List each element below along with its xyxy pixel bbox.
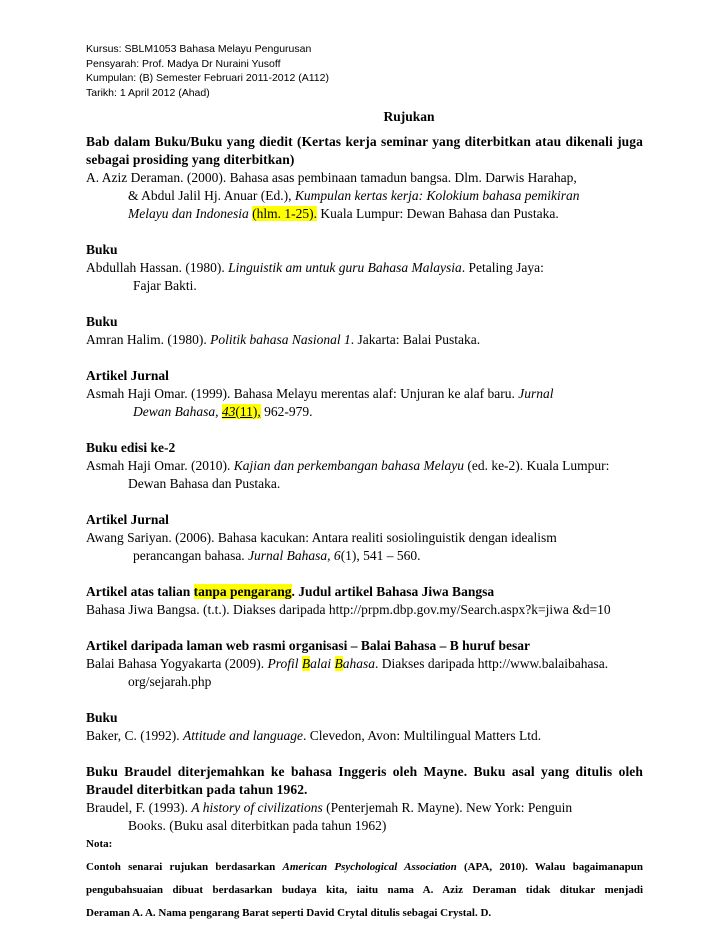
citation-title: A history of civilizations	[191, 800, 323, 815]
citation-text: . Petaling Jaya:	[461, 260, 544, 275]
citation-line: Books. (Buku asal diterbitkan pada tahun 1962)	[128, 818, 387, 833]
citation-text: Amran Halim. (1980).	[86, 332, 211, 347]
citation-line	[86, 457, 643, 475]
highlighted-capital: B	[301, 656, 311, 671]
note-emphasis: American Psychological Association	[282, 861, 457, 873]
citation-text: Asmah Haji Omar. (2010).	[86, 458, 234, 473]
reference-entry	[86, 241, 643, 295]
citation-title: Profil	[267, 656, 302, 671]
citation-text: Abdullah Hassan. (1980).	[86, 260, 229, 275]
document-header	[86, 42, 329, 100]
citation-line	[86, 331, 643, 349]
reference-entry	[86, 133, 643, 223]
citation-line	[86, 259, 643, 277]
entry-heading: Buku	[86, 242, 118, 257]
reference-entry	[86, 313, 643, 349]
reference-entry	[86, 583, 643, 619]
citation-text: (Penterjemah R. Mayne). New York: Penguin	[322, 800, 573, 815]
heading-text: . Judul artikel Bahasa Jiwa Bangsa	[291, 584, 495, 599]
heading-text: Artikel atas talian	[86, 584, 194, 599]
reference-entry	[86, 511, 643, 565]
citation-line	[86, 799, 643, 817]
citation-title: alai	[310, 656, 335, 671]
date-line: Tarikh: 1 April 2012 (Ahad)	[86, 86, 210, 99]
citation-line	[86, 187, 643, 205]
citation-line: org/sejarah.php	[128, 674, 212, 689]
citation-title: Jurnal Bahasa, 6	[248, 548, 341, 563]
citation-text: Baker, C. (1992).	[86, 728, 183, 743]
reference-entry	[86, 763, 643, 835]
highlighted-pages: (hlm. 1-25).	[252, 206, 317, 221]
entry-heading: Buku edisi ke-2	[86, 440, 176, 455]
citation-line	[86, 727, 643, 745]
highlighted-heading-text: tanpa pengarang	[193, 584, 292, 599]
citation-title: Politik bahasa Nasional 1	[210, 332, 351, 347]
citation-text: . Clevedon, Avon: Multilingual Matters Ltd.	[302, 728, 542, 743]
citation-line	[86, 403, 643, 421]
note-text: Contoh senarai rujukan berdasarkan	[86, 861, 283, 873]
group-line: Kumpulan: (B) Semester Februari 2011-2012 (A112)	[86, 72, 329, 84]
citation-title: Linguistik am untuk guru Bahasa Malaysia	[228, 260, 462, 275]
note-line	[86, 856, 643, 879]
citation-text: Balai Bahasa Yogyakarta (2009).	[86, 656, 268, 671]
highlighted-capital: B	[334, 656, 343, 671]
citation-line: A. Aziz Deraman. (2000). Bahasa asas pembinaan tamadun bangsa. Dlm. Darwis Harahap,	[86, 170, 577, 185]
citation-line: Fajar Bakti.	[133, 278, 197, 293]
note-line: pengubahsuaian dibuat berdasarkan budaya kita, iaitu nama A. Aziz Deraman tidak ditukar menjadi	[86, 884, 643, 896]
citation-title: Dewan Bahasa,	[133, 404, 222, 419]
reference-list	[86, 133, 643, 925]
citation-title: Melayu dan Indonesia	[128, 206, 249, 221]
citation-line	[86, 655, 643, 673]
entry-heading	[86, 583, 643, 601]
entry-heading: Artikel Jurnal	[86, 368, 169, 383]
note-section	[86, 833, 643, 925]
citation-text: Kuala Lumpur: Dewan Bahasa dan Pustaka.	[316, 206, 559, 221]
citation-line: Bahasa Jiwa Bangsa. (t.t.). Diakses daripada http://prpm.dbp.gov.my/Search.aspx?k=jiwa &d=10	[86, 602, 611, 617]
lecturer-line: Pensyarah: Prof. Madya Dr Nuraini Yusoff	[86, 57, 281, 70]
entry-heading: Artikel daripada laman web rasmi organisasi – Balai Bahasa – B huruf besar	[86, 638, 531, 653]
citation-text: . Jakarta: Balai Pustaka.	[350, 332, 481, 347]
highlighted-issue: (11),	[235, 404, 261, 419]
citation-title: ahasa	[342, 656, 376, 671]
citation-line: Dewan Bahasa dan Pustaka.	[128, 476, 281, 491]
citation-text: & Abdul Jalil Hj. Anuar (Ed.),	[128, 188, 295, 203]
entry-heading: Buku	[86, 314, 118, 329]
highlighted-volume: 43	[221, 404, 236, 419]
reference-entry	[86, 439, 643, 493]
note-text: (APA, 2010). Walau bagaimanapun	[456, 861, 643, 873]
citation-text: . Diakses daripada http://www.balaibahasa.	[375, 656, 609, 671]
note-line: Deraman A. A. Nama pengarang Barat seperti David Crytal ditulis sebagai Crystal. D.	[86, 907, 492, 919]
note-label: Nota:	[86, 838, 113, 850]
citation-text: perancangan bahasa.	[133, 548, 249, 563]
citation-title: Attitude and language	[182, 728, 303, 743]
reference-entry	[86, 709, 643, 745]
reference-entry	[86, 637, 643, 691]
citation-line: Awang Sariyan. (2006). Bahasa kacukan: Antara realiti sosiolinguistik dengan idealism	[86, 530, 557, 545]
citation-text: (1), 541 – 560.	[340, 548, 421, 563]
citation-line	[86, 385, 643, 403]
citation-line	[86, 547, 643, 565]
citation-text: Braudel, F. (1993).	[86, 800, 192, 815]
citation-line	[86, 205, 643, 223]
course-line: Kursus: SBLM1053 Bahasa Melayu Pengurusan	[86, 43, 312, 55]
entry-heading: Buku Braudel diterjemahkan ke bahasa Inggeris oleh Mayne. Buku asal yang ditulis oleh Braudel diterbitkan pada tahun 1962.	[86, 764, 643, 797]
citation-title: Jurnal	[518, 386, 554, 401]
citation-text: Asmah Haji Omar. (1999). Bahasa Melayu merentas alaf: Unjuran ke alaf baru.	[86, 386, 519, 401]
citation-title: Kumpulan kertas kerja: Kolokium bahasa pemikiran	[294, 188, 580, 203]
entry-heading: Artikel Jurnal	[86, 512, 169, 527]
page-title: Rujukan	[383, 109, 435, 124]
entry-heading: Buku	[86, 710, 118, 725]
citation-title: Kajian dan perkembangan bahasa Melayu	[233, 458, 464, 473]
entry-heading: Bab dalam Buku/Buku yang diedit (Kertas kerja seminar yang diterbitkan atau dikenali juga sebagai prosiding yang diterbitkan)	[86, 134, 643, 167]
citation-text: (ed. ke-2). Kuala Lumpur:	[463, 458, 610, 473]
citation-text: 962-979.	[260, 404, 313, 419]
reference-entry	[86, 367, 643, 421]
